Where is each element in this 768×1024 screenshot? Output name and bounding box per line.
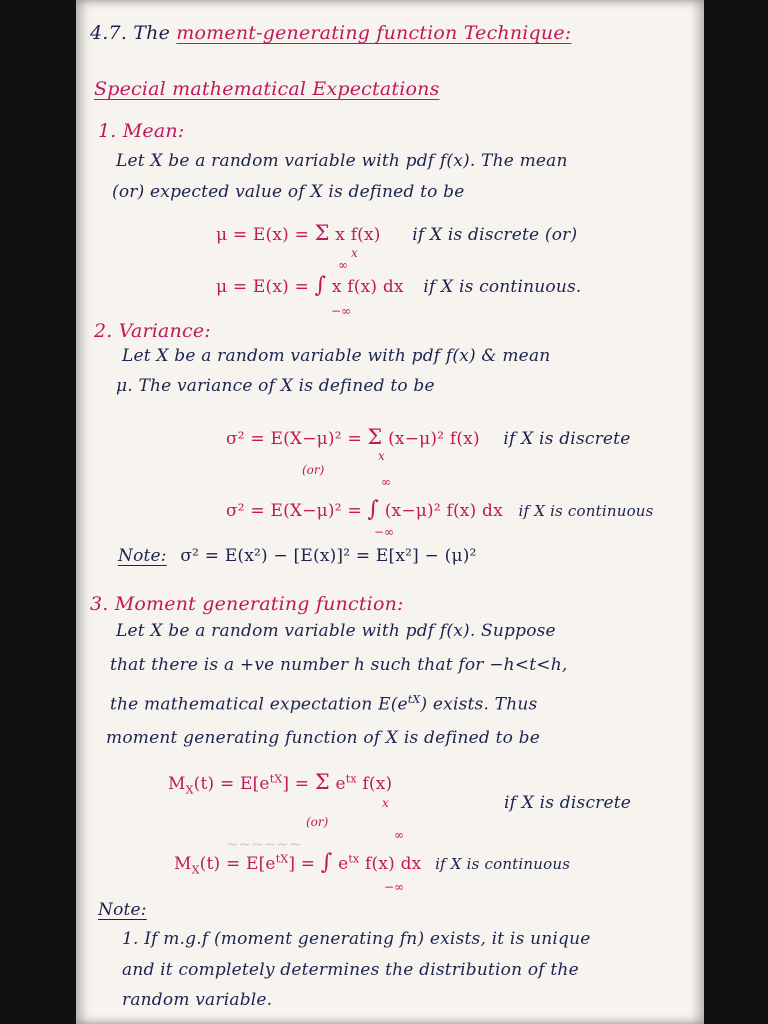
mgf-f2-end: ] = [288, 854, 321, 874]
mgf-f2-body2: f(x) dx [359, 854, 422, 874]
mean-sum-subscript: x [351, 246, 358, 260]
section-heading: Special mathematical Expectations [94, 78, 440, 100]
mgf-f2-sup: tX [275, 852, 289, 866]
mgf-f2-mid: (t) = E[e [199, 854, 276, 874]
mgf-heading: 3. Moment generating function: [90, 593, 404, 615]
variance-line-2: μ. The variance of X is defined to be [116, 376, 435, 396]
mean-f1-left: μ = E(x) = [216, 225, 315, 245]
sum-symbol: Σ [314, 221, 330, 245]
mean-f2-body: x f(x) dx [331, 277, 404, 297]
mgf-f2-sub: X [191, 863, 200, 877]
variance-f2-body: (x−μ)² f(x) dx [384, 501, 503, 521]
notebook-page [76, 0, 704, 1024]
mgf-line-3-text: the mathematical expectation E(e [110, 694, 408, 715]
mgf-f1-end: ] = [282, 774, 315, 794]
integral-symbol: ∫ [320, 850, 333, 875]
mean-f1-body: x f(x) [335, 225, 381, 245]
mgf-or: (or) [306, 815, 329, 829]
title-prefix: 4.7. The [90, 22, 177, 44]
note-1 [118, 546, 477, 566]
page-title [90, 22, 571, 44]
variance-or: (or) [302, 463, 325, 477]
variance-formula-continuous [226, 497, 654, 522]
mgf-line-4: moment generating function of X is defined to be [106, 728, 540, 748]
mean-line-2: (or) expected value of X is defined to be [112, 182, 465, 202]
variance-f1-body: (x−μ)² f(x) [388, 429, 480, 449]
mgf-f1-e: e [335, 774, 346, 794]
note-1-formula: σ² = E(x²) − [E(x)]² = E[x²] − (μ)² [180, 546, 477, 566]
variance-heading: 2. Variance: [94, 320, 211, 342]
sum-symbol: Σ [314, 770, 330, 794]
mgf-f1-sup: tX [269, 772, 283, 786]
mgf-sum-subscript: x [382, 796, 389, 810]
mgf-line-3-end: ) exists. Thus [420, 694, 538, 715]
mgf-int-lower: −∞ [384, 880, 405, 894]
mgf-f1-condition: if X is discrete [504, 793, 632, 813]
variance-int-upper: ∞ [381, 475, 391, 489]
mgf-formula-continuous [174, 850, 570, 876]
mgf-f2-body-sup: tx [348, 852, 360, 866]
variance-sum-subscript: x [378, 449, 385, 463]
mgf-line-2: that there is a +ve number h such that for −h<t<h, [110, 655, 568, 675]
note-2-line-2: and it completely determines the distribution of the [122, 960, 579, 980]
sum-symbol: Σ [367, 425, 383, 449]
mgf-f1-body2: f(x) [356, 774, 393, 794]
variance-int-lower: −∞ [374, 525, 395, 539]
mgf-f2-m: M [174, 854, 192, 874]
mean-f1-condition: if X is discrete (or) [412, 225, 578, 245]
integral-symbol: ∫ [314, 273, 327, 298]
mean-int-lower: −∞ [331, 304, 352, 318]
variance-f2-left: σ² = E(X−μ)² = [226, 501, 368, 521]
mean-f2-left: μ = E(x) = [216, 277, 315, 297]
mean-formula-continuous [216, 273, 582, 298]
mgf-line-3 [110, 693, 537, 715]
note-1-label: Note: [118, 546, 167, 566]
bleed-through: ~~~~~~ [226, 835, 302, 853]
mgf-f1-mid: (t) = E[e [193, 774, 270, 794]
variance-f2-condition: if X is continuous [518, 502, 654, 520]
mgf-line-1: Let X be a random variable with pdf f(x). Suppose [116, 621, 556, 641]
mean-line-1: Let X be a random variable with pdf f(x). The mean [116, 151, 568, 171]
mgf-f2-condition: if X is continuous [435, 855, 571, 873]
variance-f1-left: σ² = E(X−μ)² = [226, 429, 368, 449]
mgf-f2-e: e [338, 854, 349, 874]
mgf-line-3-sup: tX [407, 693, 421, 706]
mean-int-upper: ∞ [338, 258, 348, 272]
mean-heading: 1. Mean: [98, 120, 185, 142]
variance-line-1: Let X be a random variable with pdf f(x) & mean [122, 346, 551, 366]
mgf-f1-sub: X [185, 783, 194, 797]
title-main: moment-generating function Technique: [176, 22, 572, 44]
mean-f2-condition: if X is continuous. [423, 277, 582, 297]
variance-f1-condition: if X is discrete [503, 429, 631, 449]
mgf-int-upper: ∞ [394, 828, 404, 842]
note-2-label: Note: [98, 900, 147, 920]
mgf-f1-body-sup: tx [345, 772, 357, 786]
mgf-f1-m: M [168, 774, 186, 794]
integral-symbol: ∫ [367, 497, 380, 522]
mean-formula-discrete [216, 221, 577, 245]
variance-formula-discrete [226, 425, 630, 449]
note-2-line-1: 1. If m.g.f (moment generating fn) exists, it is unique [122, 929, 591, 949]
note-2-line-3: random variable. [122, 990, 273, 1010]
mgf-formula-discrete [168, 770, 392, 796]
